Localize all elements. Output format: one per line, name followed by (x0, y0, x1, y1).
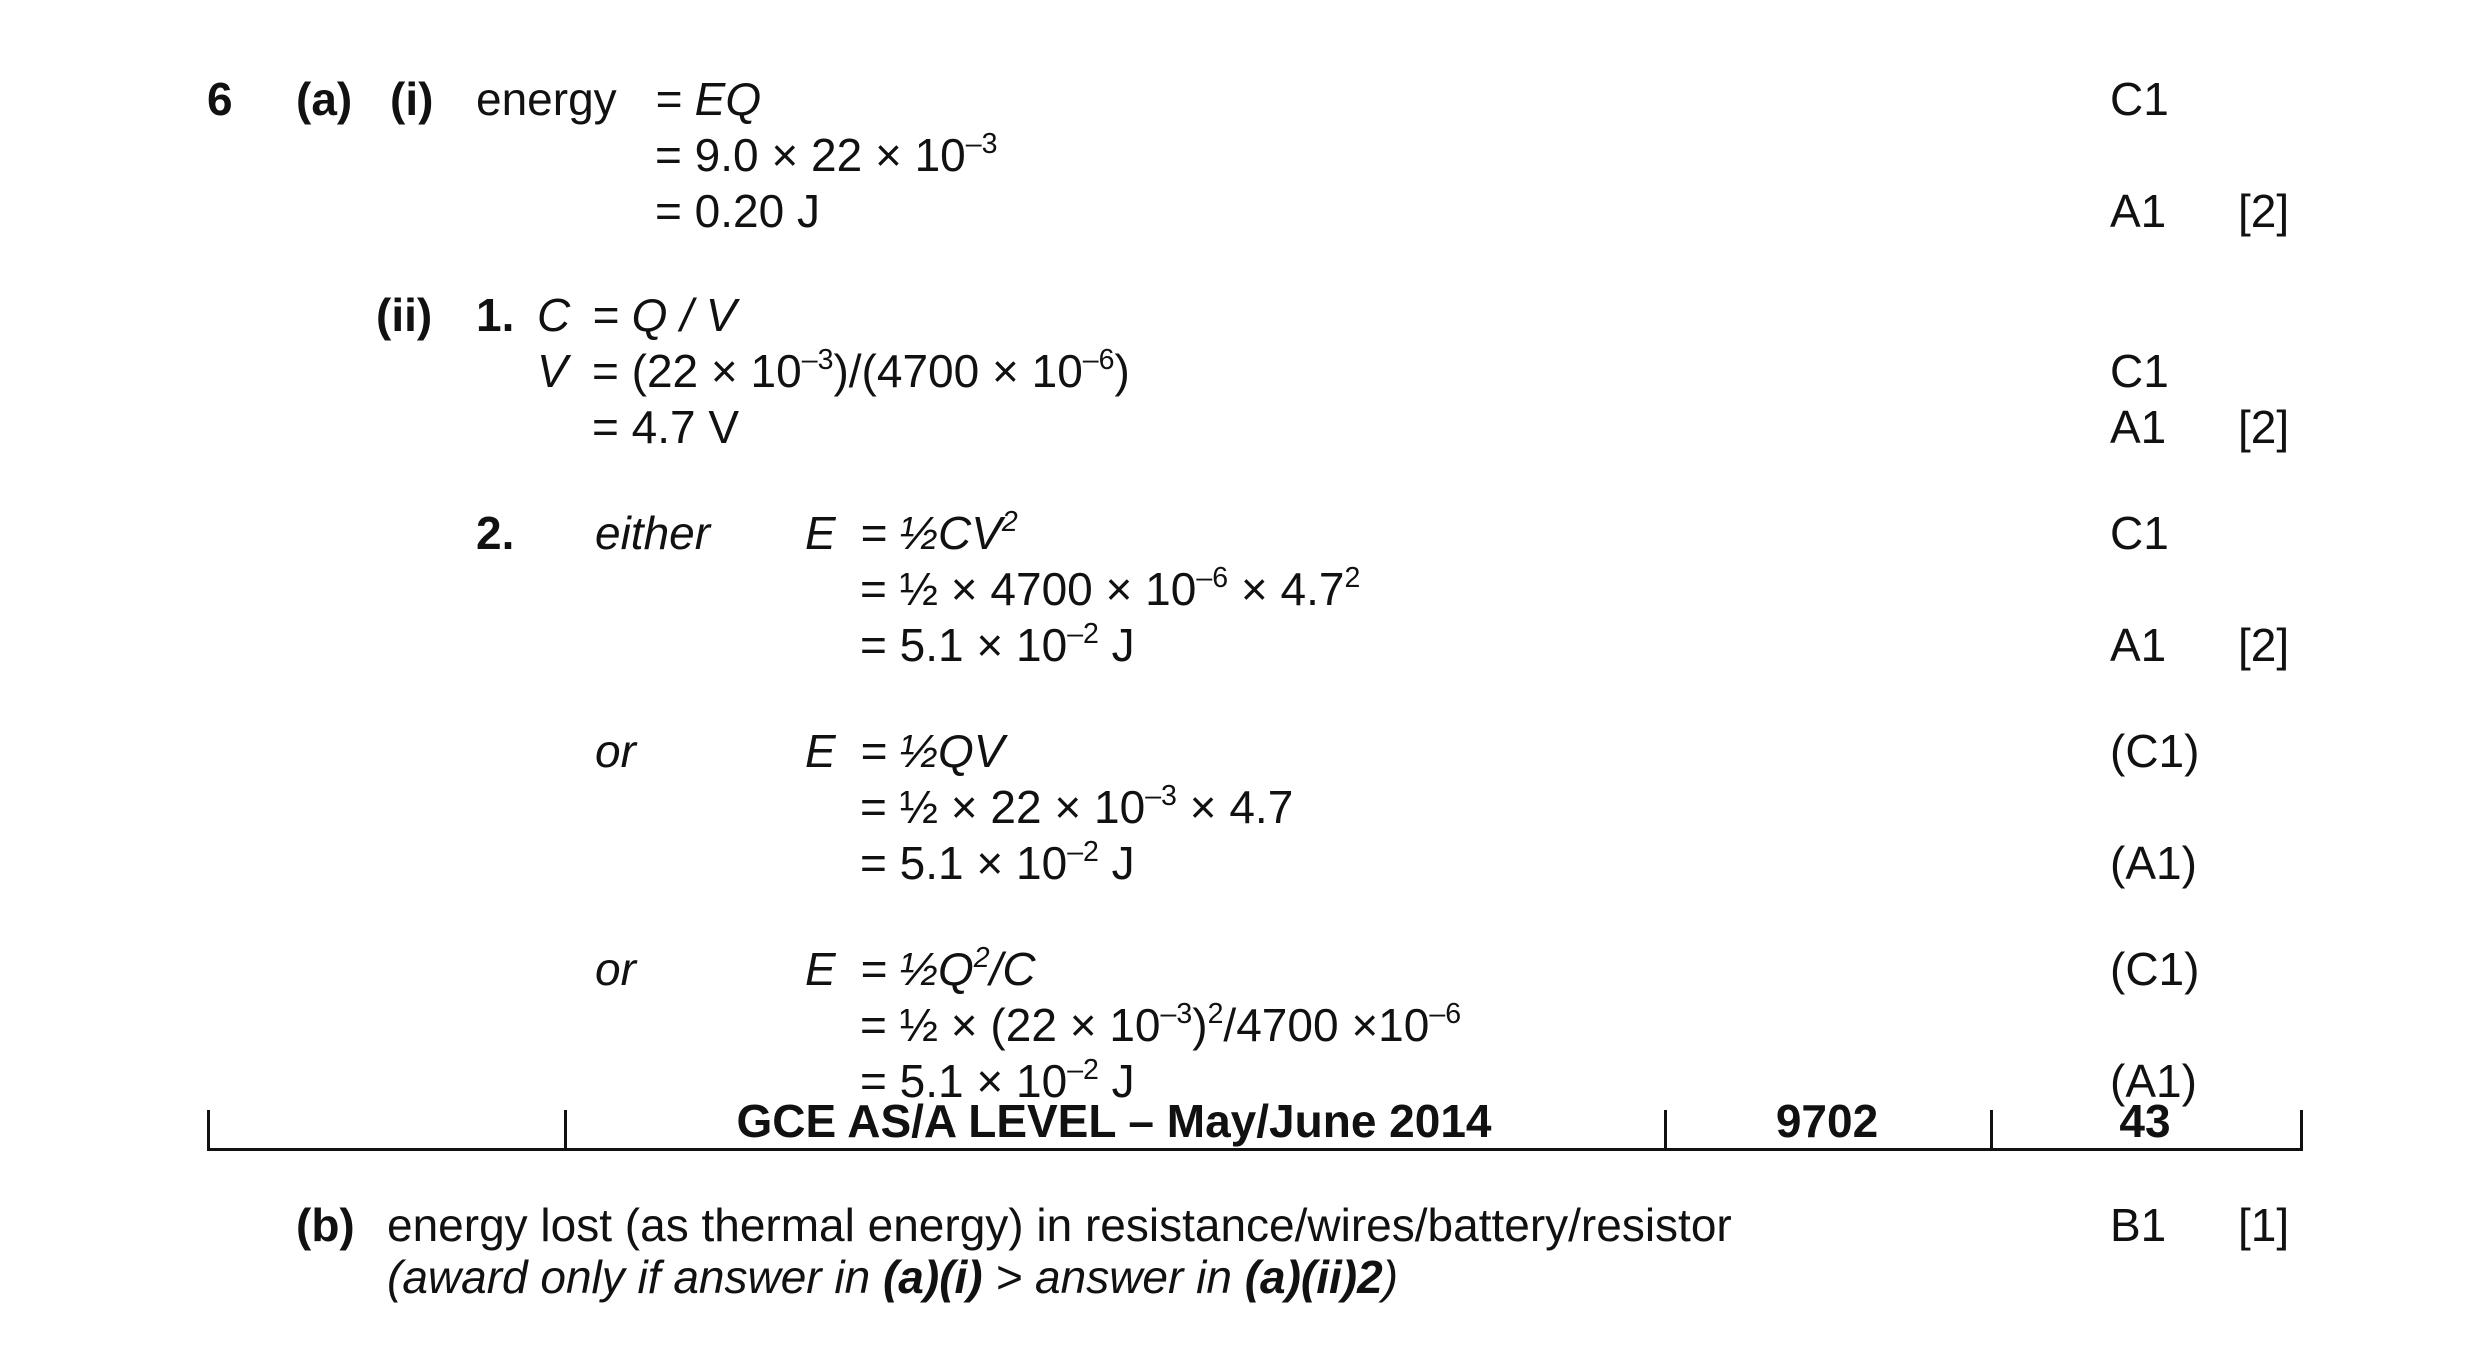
b-mark-b1: B1 (2110, 1199, 2167, 1251)
m1-line2: = ½ × $4700 \times 10^{-6} \times 4.7^2$ (860, 562, 1361, 615)
m2-mark-c1: (C1) (2110, 725, 2200, 777)
ii1-v-symbol: V (537, 345, 568, 397)
m2-line2: = ½ × $22 \times 10^{-3} \times 4.7$ (860, 780, 1294, 833)
m3-line1: = $\frac{1}{2}Q^2/C$ (860, 942, 1036, 995)
footer-exam-title: GCE AS/A LEVEL – May/June 2014 (736, 1095, 1492, 1147)
b-total-mark: [1] (2238, 1199, 2290, 1251)
ii1-line2: = $(22 \times 10^{-3})/(4700 \times 10^{-6})$ (592, 344, 1130, 397)
ii1-line3: = 4.7 V (592, 401, 740, 453)
or-label-1: or (595, 725, 636, 777)
ii1-line1: = Q / V (592, 289, 737, 341)
i-equation-line3: = 0.20 J (655, 185, 820, 237)
energy-label: energy (476, 73, 617, 125)
m3-line3: = $5.1 \times 10^{-2}$ J (860, 1054, 1135, 1107)
part-b-label: (b) (296, 1199, 355, 1251)
m1-total-mark: [2] (2238, 619, 2290, 671)
m3-mark-c1: (C1) (2110, 943, 2200, 995)
ii1-label: 1. (476, 289, 515, 341)
i-mark-a1: A1 (2110, 185, 2167, 237)
footer-syllabus: 9702 (1775, 1095, 1879, 1147)
i-equation-line1: = EQ (655, 73, 762, 125)
i-equation-line2: = $9.0 \times 22 \times 10^{-3}$ (655, 128, 998, 181)
footer-rule (207, 1148, 2303, 1151)
ii1-c-symbol: C (537, 289, 571, 341)
i-mark-c1: C1 (2110, 73, 2169, 125)
footer-paper: 43 (2119, 1095, 2171, 1147)
i-total-mark: [2] (2238, 185, 2290, 237)
m1-line1: = $\frac{1}{2}CV^2$ (860, 506, 1018, 559)
m3-mark-a1: (A1) (2110, 1055, 2197, 1107)
ii1-total-mark: [2] (2238, 401, 2290, 453)
footer-divider (2300, 1110, 2303, 1151)
m3-line2: = ½ × $(22 \times 10^{-3})^2/4700 \times 10^{-6}$ (860, 998, 1462, 1051)
m1-mark-c1: C1 (2110, 507, 2169, 559)
question-number: 6 (207, 73, 233, 125)
m2-line1: = ½QV (860, 725, 1005, 777)
or-label-2: or (595, 943, 636, 995)
m3-e-symbol: E (805, 943, 836, 995)
m2-line3: = $5.1 \times 10^{-2}$ J (860, 836, 1135, 889)
either-label: either (595, 507, 711, 559)
footer-divider (207, 1110, 210, 1151)
ii1-mark-c1: C1 (2110, 345, 2169, 397)
part-ii-label: (ii) (376, 289, 433, 341)
part-a-label: (a) (296, 73, 353, 125)
m2-e-symbol: E (805, 725, 836, 777)
b-answer-line1: energy lost (as thermal energy) in resistance/wires/battery/resistor (387, 1199, 1732, 1251)
part-i-label: (i) (390, 73, 434, 125)
ii2-label: 2. (476, 507, 515, 559)
m1-mark-a1: A1 (2110, 619, 2167, 671)
m1-line3: = $5.1 \times 10^{-2}$ J (860, 618, 1135, 671)
m1-e-symbol: E (805, 507, 836, 559)
m2-mark-a1: (A1) (2110, 837, 2197, 889)
b-answer-line2: (award only if answer in (a)(i) > answer in (a)(ii)2) (387, 1251, 1399, 1303)
ii1-mark-a1: A1 (2110, 401, 2167, 453)
